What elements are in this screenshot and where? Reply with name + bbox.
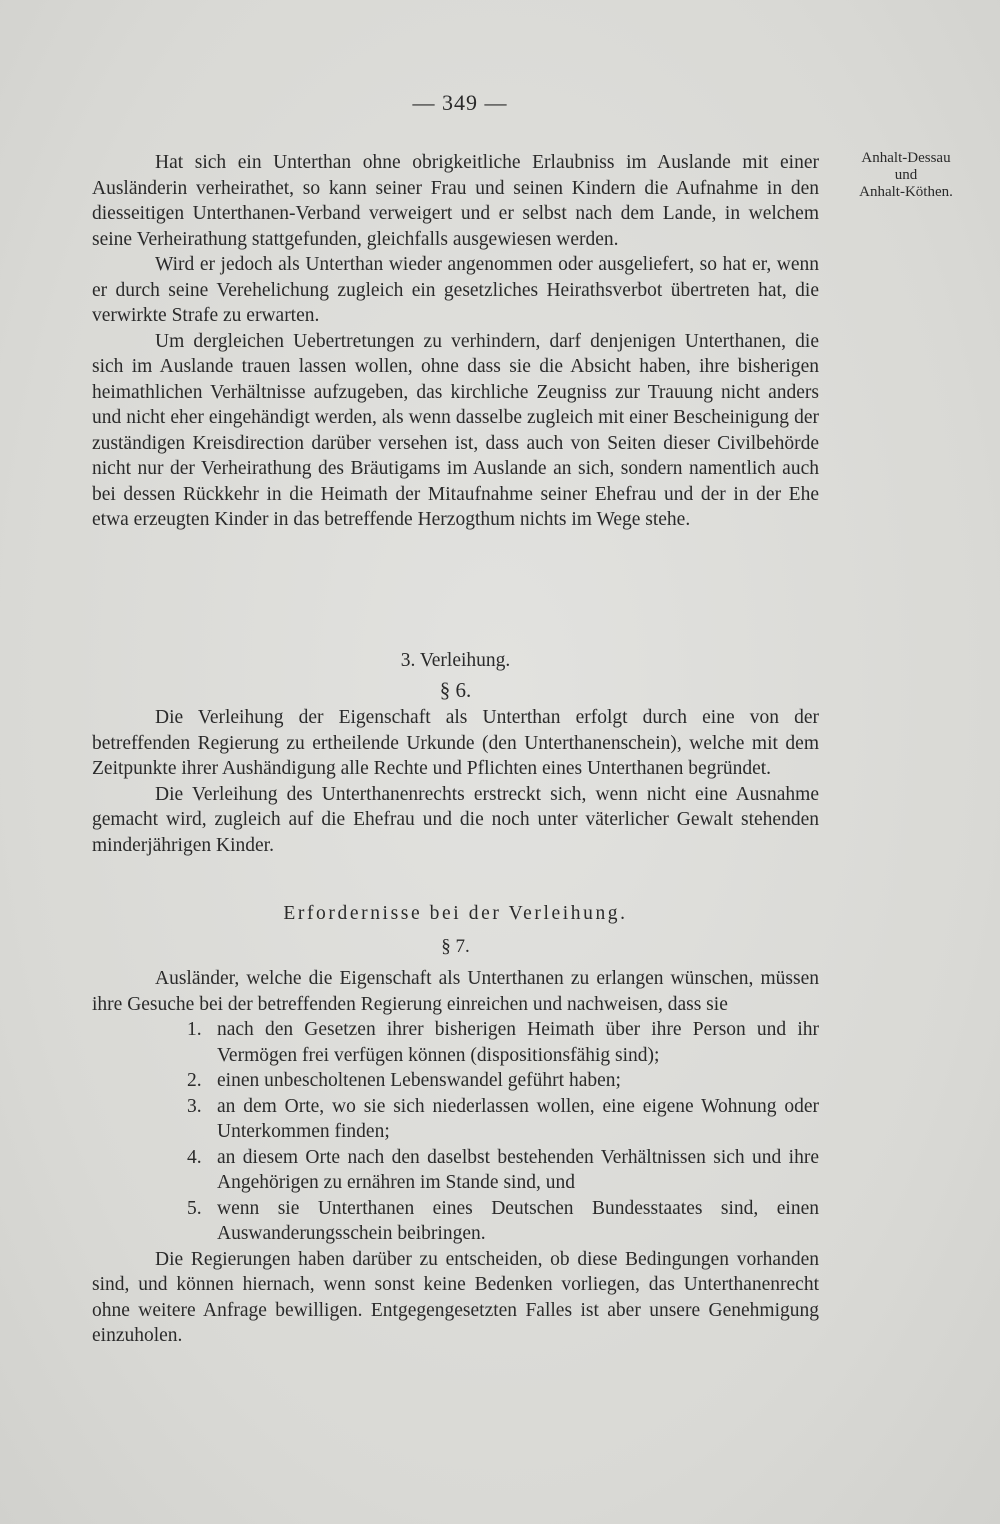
list-item-number: 3.: [187, 1095, 202, 1117]
list-item: [92, 1196, 819, 1247]
list-item: [92, 1094, 819, 1145]
text-block-section-6: [92, 705, 819, 858]
list-item-text: an diesem Orte nach den daselbst bestehenden Verhältnissen sich und ihre Angehörigen zu ernähren im Stande sind, und: [217, 1146, 819, 1193]
margin-note: [826, 150, 986, 201]
margin-note-line: und: [894, 167, 918, 183]
list-item-number: 1.: [187, 1019, 202, 1040]
paragraph: Die Regierungen haben darüber zu entscheiden, ob diese Bedingungen vorhanden sind, und können hiernach, wenn sonst keine Bedenken vorliegen, das Unterthanenrecht ohne weitere Anfrage bewilligen. Entgegengesetzten Falles ist aber unsere Genehmigung einzuholen.: [92, 1248, 819, 1346]
paragraph-number: § 7.: [441, 936, 470, 957]
list-item: [92, 1068, 819, 1094]
list-item-number: 4.: [187, 1146, 202, 1168]
margin-note-line: Anhalt-Dessau: [861, 150, 951, 166]
paragraph: Die Verleihung des Unterthanenrechts erstreckt sich, wenn nicht eine Ausnahme gemacht wird, zugleich auf die Ehefrau und die noch unter väterlicher Gewalt stehenden minderjährigen Kinder.: [92, 783, 819, 856]
list-item-text: einen unbescholtenen Lebenswandel geführt haben;: [217, 1070, 621, 1091]
section-heading: Erfordernisse bei der Verleihung.: [283, 903, 628, 924]
list-item-text: an dem Orte, wo sie sich niederlassen wollen, eine eigene Wohnung oder Unterkommen finden;: [217, 1095, 819, 1142]
list-item-text: wenn sie Unterthanen eines Deutschen Bundesstaates sind, einen Auswanderungsschein beibringen.: [217, 1197, 819, 1244]
paragraph: Ausländer, welche die Eigenschaft als Unterthanen zu erlangen wünschen, müssen ihre Gesuche bei der betreffenden Regierung einreichen und nachweisen, dass sie: [92, 968, 819, 1015]
requirements-list: [92, 1017, 819, 1247]
list-item: [92, 1017, 819, 1068]
paragraph: Um dergleichen Uebertretungen zu verhindern, darf denjenigen Unterthanen, die sich im Auslande trauen lassen wollen, ohne dass sie die Absicht haben, ihre bisherigen heimathlichen Verhältnisse aufzugeben, das kirchliche Zeugniss zur Trauung nicht anders und nicht eher eingehändigt werden, als wenn dasselbe zugleich mit einer Bescheinigung der zuständigen Kreisdirection darüber versehen ist, dass auch von Seiten dieser Civilbehörde nicht nur der Verheirathung des Bräutigams im Auslande an sich, sondern namentlich auch bei dessen Rückkehr in die Heimath der Mitaufnahme seiner Ehefrau und der in der Ehe etwa erzeugten Kinder in das betreffende Herzogthum nichts im Wege stehe.: [92, 330, 819, 530]
page-number: — 349 —: [412, 90, 508, 115]
list-item-number: 2.: [187, 1070, 202, 1091]
list-item-number: 5.: [187, 1197, 202, 1219]
paragraph: Hat sich ein Unterthan ohne obrigkeitliche Erlaubniss im Auslande mit einer Ausländerin verheirathet, so kann seiner Frau und seinen Kindern die Aufnahme in den diesseitigen Unterthanen-Verband verweigert und er selbst nach dem Lande, in welchem seine Verheirathung stattgefunden, gleichfalls ausgewiesen werden.: [92, 152, 819, 250]
paragraph-number: § 6.: [439, 678, 472, 702]
list-item: [92, 1145, 819, 1196]
text-block-intro: [92, 150, 819, 533]
section-heading: 3. Verleihung.: [400, 650, 511, 671]
paragraph: Wird er jedoch als Unterthan wieder angenommen oder ausgeliefert, so hat er, wenn er durch seine Verehelichung zugleich ein gesetzliches Heirathsverbot übertreten hat, die verwirkte Strafe zu erwarten.: [92, 254, 819, 326]
margin-note-line: Anhalt-Köthen.: [859, 184, 953, 200]
paragraph: Die Verleihung der Eigenschaft als Unterthan erfolgt durch eine von der betreffenden Regierung zu ertheilende Urkunde (den Unterthanenschein), welche mit dem Zeitpunkte ihrer Aushändigung alle Rechte und Pflichten eines Unterthanen begründet.: [92, 707, 819, 779]
list-item-text: nach den Gesetzen ihrer bisherigen Heimath über ihre Person und ihr Vermögen frei verfügen können (dispositionsfähig sind);: [217, 1019, 819, 1066]
text-block-section-7: [92, 966, 819, 1349]
